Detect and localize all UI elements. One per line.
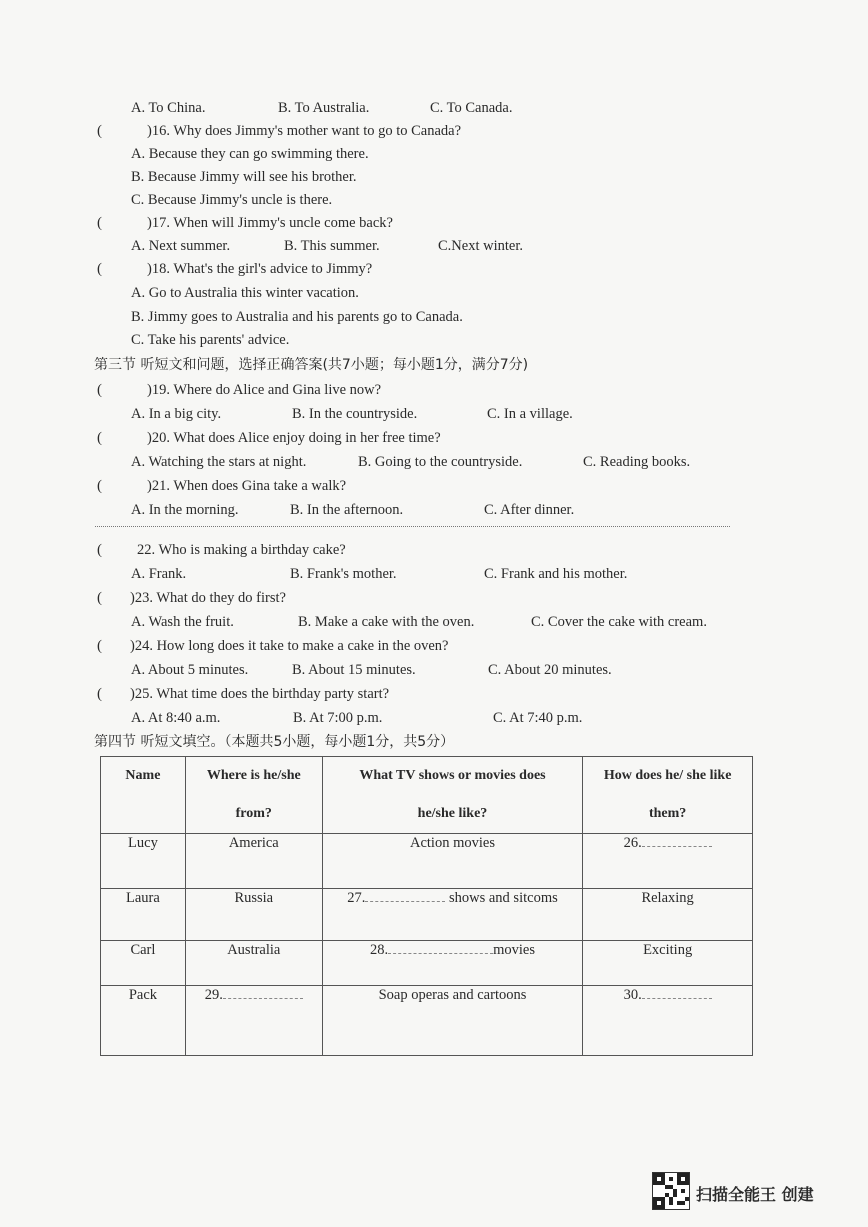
table-row (101, 941, 753, 986)
blank-number: 27. (347, 890, 366, 906)
q18-option-a: A. Go to Australia this winter vacation. (131, 285, 359, 301)
q23-stem: )23. What do they do first? (130, 590, 286, 606)
answer-blank[interactable] (642, 834, 712, 847)
cell-name: Carl (101, 941, 186, 986)
q24-option-b: B. About 15 minutes. (292, 662, 416, 678)
answer-blank[interactable] (388, 941, 493, 954)
q19-option-b: B. In the countryside. (292, 406, 418, 422)
q20-option-b: B. Going to the countryside. (358, 454, 523, 470)
q22-option-c: C. Frank and his mother. (484, 566, 628, 582)
blank-number: 30. (623, 987, 642, 1003)
q21-answer-paren[interactable]: ( (97, 478, 102, 494)
cell-name: Pack (101, 986, 186, 1056)
q19-option-c: C. In a village. (487, 406, 573, 422)
cell-from: Australia (185, 941, 322, 986)
cell-like: Action movies (322, 834, 583, 889)
q17-option-b: B. This summer. (284, 238, 380, 254)
answer-blank[interactable] (642, 986, 712, 999)
q20-stem: )20. What does Alice enjoy doing in her free time? (147, 430, 441, 446)
header-from: Where is he/she from? (185, 757, 322, 834)
table-row (101, 834, 753, 889)
header-like: What TV shows or movies does he/she like? (322, 757, 583, 834)
q17-option-c: C.Next winter. (438, 238, 523, 254)
table-row (101, 986, 753, 1056)
q16-option-c: C. Because Jimmy's uncle is there. (131, 192, 333, 208)
q15-option-c: C. To Canada. (430, 100, 513, 116)
q15-option-a: A. To China. (131, 100, 206, 116)
cell-how: Exciting (583, 941, 753, 986)
q20-option-c: C. Reading books. (583, 454, 691, 470)
section-3-heading: 第三节 听短文和问题，选择正确答案(共7小题；每小题1分，满分7分) (94, 357, 529, 373)
section-4-heading: 第四节 听短文填空。（本题共5小题，每小题1分，共5分） (94, 734, 455, 750)
table-row (101, 889, 753, 941)
q25-answer-paren[interactable]: ( (97, 686, 102, 702)
q18-option-b: B. Jimmy goes to Australia and his parents go to Canada. (131, 309, 463, 325)
cell-how-blank-30[interactable] (583, 986, 753, 1056)
cell-how-blank-26[interactable] (583, 834, 753, 889)
q24-answer-paren[interactable]: ( (97, 638, 102, 654)
q17-option-a: A. Next summer. (131, 238, 231, 254)
answer-blank[interactable] (365, 889, 445, 902)
q16-stem: )16. Why does Jimmy's mother want to go to Canada? (147, 123, 462, 139)
q23-option-c: C. Cover the cake with cream. (531, 614, 707, 630)
cell-how: Relaxing (583, 889, 753, 941)
cell-like-suffix: shows and sitcoms (448, 890, 558, 906)
q25-option-c: C. At 7:40 p.m. (493, 710, 583, 726)
cell-like-blank-27[interactable] (322, 889, 583, 941)
cell-like-blank-28[interactable] (322, 941, 583, 986)
q22-option-a: A. Frank. (131, 566, 187, 582)
cell-from-blank-29[interactable] (185, 986, 322, 1056)
blank-number: 26. (623, 835, 642, 851)
q17-answer-paren[interactable]: ( (97, 215, 102, 231)
q15-option-b: B. To Australia. (278, 100, 370, 116)
cell-name: Lucy (101, 834, 186, 889)
header-how: How does he/ she like them? (583, 757, 753, 834)
q19-answer-paren[interactable]: ( (97, 382, 102, 398)
q25-option-b: B. At 7:00 p.m. (293, 710, 383, 726)
listening-fill-table (100, 756, 753, 1056)
answer-blank[interactable] (223, 986, 303, 999)
q16-answer-paren[interactable]: ( (97, 123, 102, 139)
q19-option-a: A. In a big city. (131, 406, 222, 422)
q22-stem: 22. Who is making a birthday cake? (137, 542, 346, 558)
q21-option-c: C. After dinner. (484, 502, 575, 518)
q18-answer-paren[interactable]: ( (97, 261, 102, 277)
q21-option-b: B. In the afternoon. (290, 502, 404, 518)
q22-option-b: B. Frank's mother. (290, 566, 397, 582)
q16-option-a: A. Because they can go swimming there. (131, 146, 369, 162)
q21-option-a: A. In the morning. (131, 502, 239, 518)
q18-option-c: C. Take his parents' advice. (131, 332, 290, 348)
q17-stem: )17. When will Jimmy's uncle come back? (147, 215, 393, 231)
q21-stem: )21. When does Gina take a walk? (147, 478, 347, 494)
qr-code-icon (652, 1172, 690, 1210)
q22-answer-paren[interactable]: ( (97, 542, 102, 558)
q16-option-b: B. Because Jimmy will see his brother. (131, 169, 357, 185)
scanner-watermark-label: 扫描全能王 创建 (696, 1185, 814, 1204)
q23-option-b: B. Make a cake with the oven. (298, 614, 475, 630)
table-header-row (101, 757, 753, 834)
cell-name: Laura (101, 889, 186, 941)
q24-option-c: C. About 20 minutes. (488, 662, 612, 678)
q20-answer-paren[interactable]: ( (97, 430, 102, 446)
q25-stem: )25. What time does the birthday party start? (130, 686, 390, 702)
cell-from: Russia (185, 889, 322, 941)
q23-answer-paren[interactable]: ( (97, 590, 102, 606)
header-name: Name (101, 757, 186, 834)
q24-stem: )24. How long does it take to make a cake in the oven? (130, 638, 449, 654)
q25-option-a: A. At 8:40 a.m. (131, 710, 221, 726)
cell-like-suffix: movies (493, 942, 535, 958)
q24-option-a: A. About 5 minutes. (131, 662, 249, 678)
blank-number: 29. (204, 987, 223, 1003)
q19-stem: )19. Where do Alice and Gina live now? (147, 382, 382, 398)
section-divider (95, 526, 730, 527)
cell-like: Soap operas and cartoons (322, 986, 583, 1056)
q20-option-a: A. Watching the stars at night. (131, 454, 307, 470)
q23-option-a: A. Wash the fruit. (131, 614, 234, 630)
blank-number: 28. (369, 942, 389, 958)
q18-stem: )18. What's the girl's advice to Jimmy? (147, 261, 373, 277)
cell-from: America (185, 834, 322, 889)
